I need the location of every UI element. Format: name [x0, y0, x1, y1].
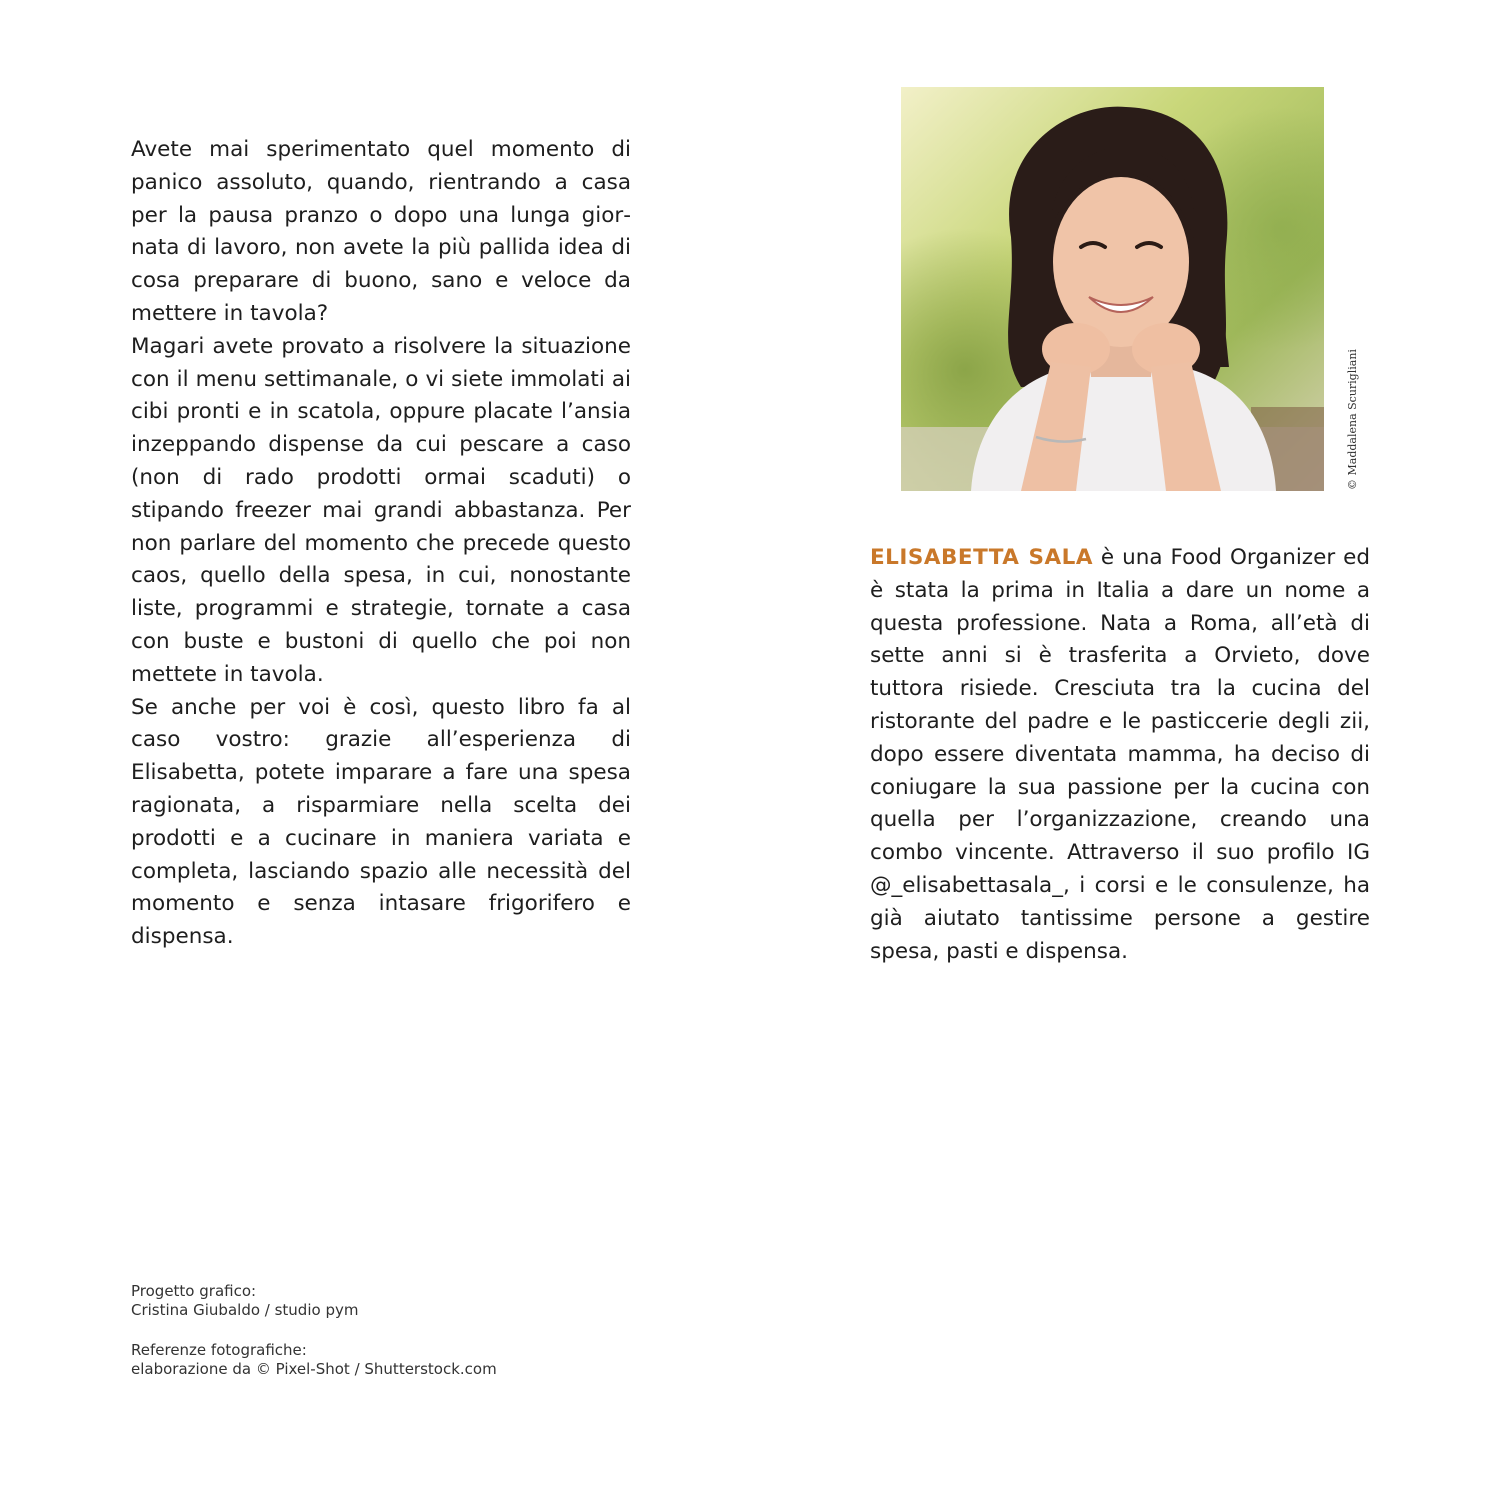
design-credit-value: Cristina Giubaldo / studio pym — [131, 1301, 359, 1319]
author-bio-text: è una Food Organizer ed è stata la prima in Italia a dare un nome a questa professione. Nata a Roma, all’età di sette anni si è trasferita a Orvieto, dove tuttora risiede. Cresciuta tra la cucina del ristorante del padre e le pasticcerie degli zii, dopo essere diventata mamma, ha deciso di coniugare la sua passione per la cucina con quella per l’organizzazione, creando una combo vincente. Attraverso il suo profilo IG @_elisabettasala_, i corsi e le consulenze, ha già aiutato tantissime persone a gestire spesa, pasti e dispensa. — [870, 545, 1370, 964]
photo-credit: © Maddalena Scurigliani — [1346, 349, 1359, 490]
author-photo — [901, 87, 1324, 491]
credits-footer — [131, 1282, 497, 1400]
photo-references-value: elaborazione da © Pixel-Shot / Shutterstock.com — [131, 1360, 497, 1378]
photo-references-label: Referenze fotografiche: — [131, 1341, 307, 1359]
description-paragraph-2: Magari avete provato a risolvere la situazione con il menu settimanale, o vi siete immolati ai cibi pronti e in scatola, oppure placate l’ansia inzeppando dispense da cui pescare a caso (non di rado prodotti ormai scaduti) o stipando freezer mai grandi abbastanza. Per non parlare del momento che precede questo caos, quello della spesa, in cui, nonostante liste, programmi e strategie, tornate a casa con buste e bustoni di quello che poi non mettete in tavola. — [131, 333, 631, 687]
description-paragraph-3: Se anche per voi è così, questo libro fa al caso vostro: grazie all’esperienza di Elisabetta, potete imparare a fare una spesa ragionata, a risparmiare nella scelta dei prodotti e a cucinare in maniera variata e completa, lasciando spazio alle necessità del momento e senza intasare frigorifero e dispensa. — [131, 694, 631, 950]
design-credit-label: Progetto grafico: — [131, 1282, 257, 1300]
author-bio-paragraph — [870, 542, 1370, 968]
author-portrait-illustration — [901, 87, 1324, 491]
photo-references — [131, 1341, 497, 1379]
author-name: ELISABETTA SALA — [870, 545, 1093, 570]
author-bio — [870, 542, 1370, 968]
description-paragraph-1: Avete mai sperimentato quel momento di panico assoluto, quando, rientrando a casa per la pausa pranzo o dopo una lunga giornata di lavoro, non avete la più pallida idea di cosa preparare di buono, sano e veloce da mettere in tavola? — [131, 137, 631, 326]
design-credit — [131, 1282, 497, 1320]
book-description — [131, 134, 631, 954]
